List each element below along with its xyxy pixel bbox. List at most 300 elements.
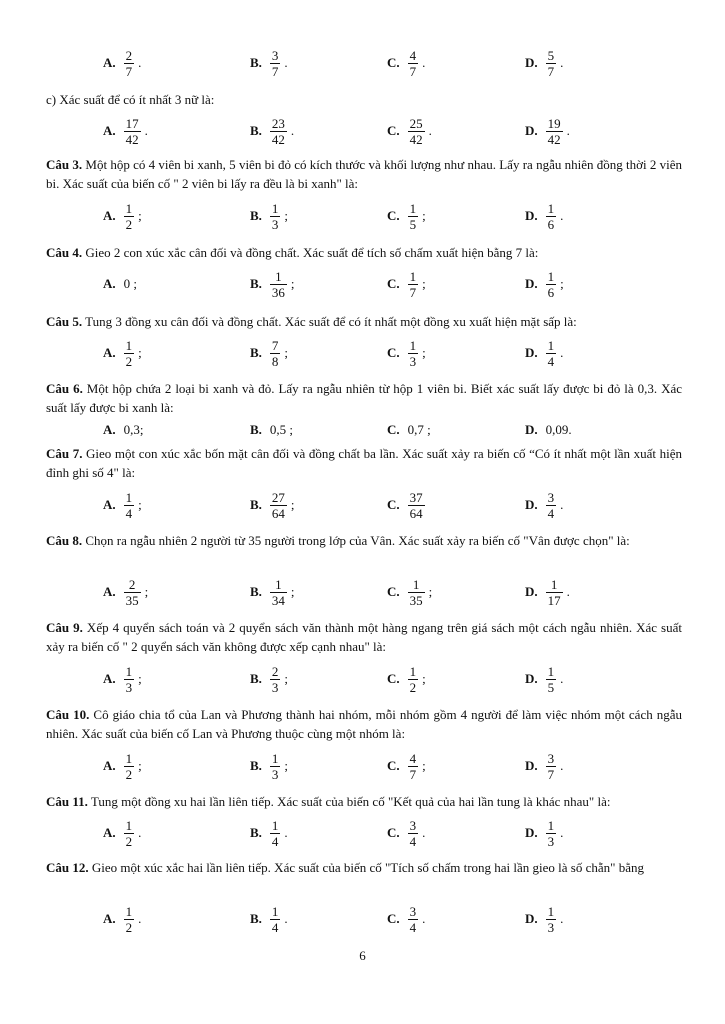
option-label: A.: [103, 584, 116, 599]
option-punctuation: .: [284, 911, 288, 926]
option-punctuation: .: [560, 911, 564, 926]
fraction-numerator: 1: [412, 576, 420, 592]
option-punctuation: .: [284, 55, 288, 70]
fraction: [270, 577, 287, 608]
fraction: [408, 201, 419, 232]
option-punctuation: ;: [284, 671, 289, 686]
answer-option: [250, 748, 288, 784]
question-7-text: Gieo một con xúc xắc bốn mặt cân đối và đồng chất ba lần. Xác suất xảy ra biến cố “Có ít nhất một lần xuất hiện đỉnh ghi số 4" là:: [46, 446, 682, 480]
answer-option: [525, 487, 563, 523]
options-row: [0, 45, 725, 81]
option-label: C.: [387, 497, 400, 512]
answer-option: [250, 487, 295, 523]
option-label: A.: [103, 276, 116, 291]
options-row: [0, 335, 725, 371]
option-value: 0,5 ;: [269, 422, 294, 437]
answer-option: [250, 335, 288, 371]
question-6-text: Một hộp chứa 2 loại bi xanh và đỏ. Lấy ra ngẫu nhiên từ hộp 1 viên bi. Biết xác suất lấy được bi đỏ là 0,3. Xác suất lấy được bi xanh là:: [46, 381, 683, 415]
question-9-number: Câu 9.: [46, 620, 83, 635]
fraction-denominator: 2: [125, 353, 133, 369]
fraction-numerator: 1: [125, 903, 133, 919]
option-punctuation: .: [138, 825, 142, 840]
fraction-denominator: 7: [547, 63, 555, 79]
fraction: [124, 751, 135, 782]
fraction: [124, 818, 135, 849]
fraction-denominator: 3: [409, 353, 417, 369]
fraction: [124, 490, 135, 521]
fraction-denominator: 5: [547, 679, 555, 695]
option-punctuation: .: [560, 55, 564, 70]
answer-option: [250, 113, 294, 149]
question-8-text: Chọn ra ngẫu nhiên 2 người từ 35 người trong lớp của Vân. Xác suất xảy ra biến cố "Vân được chọn" là:: [82, 533, 630, 548]
option-punctuation: ;: [428, 584, 433, 599]
fraction-denominator: 4: [271, 919, 279, 935]
option-label: D.: [525, 584, 538, 599]
fraction: [408, 338, 419, 369]
fraction-denominator: 6: [547, 216, 555, 232]
option-punctuation: .: [560, 208, 564, 223]
answer-option: [250, 661, 288, 697]
fraction-denominator: 4: [271, 833, 279, 849]
fraction-numerator: 3: [547, 750, 555, 766]
option-label: D.: [525, 911, 538, 926]
fraction-numerator: 1: [125, 200, 133, 216]
option-punctuation: ;: [284, 758, 289, 773]
fraction: [270, 201, 281, 232]
fraction-numerator: 1: [409, 337, 417, 353]
fraction: [546, 751, 557, 782]
question-12: [46, 858, 682, 877]
fraction: [408, 664, 419, 695]
option-punctuation: .: [560, 497, 564, 512]
option-label: C.: [387, 276, 400, 291]
option-label: D.: [525, 208, 538, 223]
fraction: [408, 48, 419, 79]
fraction-denominator: 4: [409, 919, 417, 935]
question-5-number: Câu 5.: [46, 314, 83, 329]
fraction: [408, 490, 425, 521]
fraction-denominator: 3: [547, 919, 555, 935]
option-label: D.: [525, 825, 538, 840]
question-12-text: Gieo một xúc xắc hai lần liên tiếp. Xác suất của biến cố "Tích số chấm trong hai lần gieo là số chẵn" bằng: [88, 860, 644, 875]
option-label: B.: [250, 758, 262, 773]
answer-option: [103, 815, 141, 851]
answer-option: [103, 335, 142, 371]
option-punctuation: ;: [422, 671, 426, 686]
option-label: A.: [103, 825, 116, 840]
option-punctuation: ;: [290, 584, 295, 599]
question-4: [46, 243, 682, 262]
fraction-numerator: 1: [125, 817, 133, 833]
option-label: C.: [387, 584, 400, 599]
fraction: [546, 201, 557, 232]
fraction: [408, 818, 419, 849]
answer-option: [103, 198, 142, 234]
option-punctuation: .: [566, 584, 570, 599]
fraction-denominator: 7: [271, 63, 279, 79]
answer-option: [250, 45, 288, 81]
option-label: B.: [250, 55, 262, 70]
option-punctuation: ;: [138, 345, 142, 360]
option-punctuation: ;: [284, 208, 289, 223]
answer-option: [525, 266, 564, 302]
fraction: [546, 577, 563, 608]
fraction: [270, 664, 281, 695]
answer-option: [387, 815, 425, 851]
option-punctuation: .: [138, 55, 142, 70]
fraction: [546, 490, 557, 521]
fraction-numerator: 5: [547, 47, 555, 63]
fraction-numerator: 1: [547, 663, 555, 679]
option-value: 0,7 ;: [407, 422, 431, 437]
fraction-denominator: 8: [271, 353, 279, 369]
fraction-denominator: 36: [271, 284, 285, 300]
option-label: A.: [103, 123, 116, 138]
fraction-denominator: 4: [409, 833, 417, 849]
option-label: A.: [103, 497, 116, 512]
option-punctuation: ;: [138, 208, 142, 223]
option-punctuation: ;: [422, 276, 426, 291]
option-punctuation: ;: [138, 497, 142, 512]
fraction-numerator: 1: [547, 337, 555, 353]
fraction: [270, 490, 287, 521]
fraction-numerator: 1: [547, 200, 555, 216]
answer-option: [103, 661, 142, 697]
fraction-numerator: 1: [547, 903, 555, 919]
option-value: 0,3;: [123, 422, 144, 437]
fraction: [270, 269, 287, 300]
answer-option: [103, 748, 142, 784]
option-label: C.: [387, 422, 400, 437]
option-punctuation: .: [422, 55, 426, 70]
fraction-numerator: 1: [271, 200, 279, 216]
fraction-numerator: 37: [409, 489, 423, 505]
option-label: D.: [525, 55, 538, 70]
option-label: B.: [250, 825, 262, 840]
fraction-denominator: 3: [271, 216, 279, 232]
fraction: [546, 338, 557, 369]
option-punctuation: .: [560, 345, 564, 360]
option-label: B.: [250, 276, 262, 291]
fraction: [408, 904, 419, 935]
fraction-numerator: 1: [275, 268, 282, 284]
answer-option: [250, 901, 288, 937]
option-punctuation: ;: [284, 345, 289, 360]
option-punctuation: ;: [422, 345, 426, 360]
options-row: [0, 748, 725, 784]
question-7: [46, 444, 682, 482]
fraction-numerator: 23: [271, 115, 285, 131]
option-label: A.: [103, 671, 116, 686]
answer-option: [387, 335, 426, 371]
option-label: A.: [103, 758, 116, 773]
options-row: [0, 901, 725, 937]
answer-option: [525, 815, 563, 851]
fraction: [270, 818, 281, 849]
answer-option: [250, 574, 295, 610]
fraction: [124, 577, 141, 608]
question-5: [46, 312, 682, 331]
fraction-denominator: 3: [271, 679, 279, 695]
question-10: [46, 705, 682, 743]
option-label: C.: [387, 911, 400, 926]
option-label: B.: [250, 671, 262, 686]
option-label: B.: [250, 497, 262, 512]
option-label: C.: [387, 55, 400, 70]
fraction-numerator: 1: [550, 576, 558, 592]
fraction: [124, 904, 135, 935]
question-6-number: Câu 6.: [46, 381, 83, 396]
option-label: D.: [525, 671, 538, 686]
fraction-numerator: 4: [409, 750, 417, 766]
option-value: 0,09.: [545, 422, 572, 437]
fraction-denominator: 3: [125, 679, 133, 695]
fraction: [270, 48, 281, 79]
fraction-numerator: 7: [271, 337, 279, 353]
question-11-text: Tung một đồng xu hai lần liên tiếp. Xác suất của biến cố "Kết quả của hai lần tung là khác nhau" là:: [87, 794, 611, 809]
fraction-numerator: 25: [409, 115, 423, 131]
answer-option: [103, 901, 141, 937]
option-label: C.: [387, 758, 400, 773]
answer-option: [103, 487, 142, 523]
fraction: [270, 116, 287, 147]
fraction-numerator: 1: [271, 903, 279, 919]
fraction-numerator: 19: [547, 115, 561, 131]
option-punctuation: .: [566, 123, 570, 138]
fraction-numerator: 3: [409, 903, 417, 919]
fraction: [546, 116, 563, 147]
option-label: C.: [387, 123, 400, 138]
option-punctuation: ;: [560, 276, 564, 291]
answer-option: [525, 198, 563, 234]
fraction-denominator: 17: [547, 592, 561, 608]
fraction: [408, 751, 419, 782]
question-9: [46, 618, 682, 656]
option-label: A.: [103, 422, 116, 437]
fraction-numerator: 2: [125, 47, 133, 63]
answer-option: [103, 45, 141, 81]
options-row: [0, 574, 725, 610]
fraction: [124, 201, 135, 232]
answer-option: [525, 661, 563, 697]
option-punctuation: .: [428, 123, 432, 138]
fraction-denominator: 4: [547, 505, 555, 521]
fraction-numerator: 3: [409, 817, 417, 833]
answer-option: [387, 113, 432, 149]
fraction-denominator: 7: [409, 766, 417, 782]
answer-option: [250, 198, 288, 234]
options-row: [0, 198, 725, 234]
option-punctuation: .: [422, 911, 426, 926]
fraction-denominator: 35: [409, 592, 423, 608]
answer-option: [525, 748, 563, 784]
fraction-numerator: 1: [125, 489, 133, 505]
option-label: D.: [525, 123, 538, 138]
option-label: C.: [387, 345, 400, 360]
fraction-denominator: 2: [409, 679, 417, 695]
option-label: C.: [387, 208, 400, 223]
fraction-denominator: 42: [547, 131, 561, 147]
fraction: [546, 818, 557, 849]
fraction: [408, 577, 425, 608]
option-label: B.: [250, 208, 262, 223]
options-row: [0, 113, 725, 149]
option-punctuation: .: [560, 671, 564, 686]
options-row: [0, 487, 725, 523]
fraction-numerator: 1: [547, 268, 555, 284]
fraction-numerator: 1: [271, 817, 279, 833]
question-4-text: Gieo 2 con xúc xắc cân đối và đồng chất. Xác suất để tích số chấm xuất hiện bằng 7 là:: [82, 245, 539, 260]
fraction-denominator: 3: [271, 766, 279, 782]
fraction-numerator: 17: [125, 115, 139, 131]
fraction: [270, 751, 281, 782]
fraction-denominator: 3: [547, 833, 555, 849]
option-label: D.: [525, 422, 538, 437]
fraction-numerator: 1: [409, 200, 417, 216]
fraction-denominator: 7: [125, 63, 133, 79]
option-punctuation: .: [284, 825, 288, 840]
fraction: [124, 664, 135, 695]
fraction-denominator: 64: [271, 505, 285, 521]
option-label: B.: [250, 422, 262, 437]
fraction-numerator: 2: [271, 663, 279, 679]
fraction-denominator: 7: [547, 766, 555, 782]
answer-option: [525, 412, 572, 448]
option-punctuation: .: [290, 123, 295, 138]
answer-option: [250, 815, 288, 851]
options-row: [0, 266, 725, 302]
fraction-denominator: 4: [125, 505, 133, 521]
fraction-numerator: 1: [275, 576, 282, 592]
option-punctuation: ;: [144, 584, 149, 599]
option-label: D.: [525, 758, 538, 773]
fraction-numerator: 1: [409, 268, 417, 284]
option-label: A.: [103, 208, 116, 223]
fraction-numerator: 1: [125, 663, 133, 679]
option-punctuation: .: [422, 825, 426, 840]
option-punctuation: ;: [422, 758, 426, 773]
fraction-denominator: 2: [125, 216, 133, 232]
answer-option: [387, 266, 426, 302]
option-punctuation: ;: [290, 276, 295, 291]
fraction-numerator: 3: [271, 47, 279, 63]
fraction-numerator: 1: [547, 817, 555, 833]
option-punctuation: ;: [422, 208, 426, 223]
option-label: B.: [250, 123, 262, 138]
option-value: 0 ;: [123, 276, 138, 291]
options-row: [0, 815, 725, 851]
option-label: B.: [250, 584, 262, 599]
question-3-text: Một hộp có 4 viên bi xanh, 5 viên bi đỏ có kích thước và khối lượng như nhau. Lấy ra ngẫu nhiên đồng thời 2 viên bi. Xác suất của biến cố " 2 viên bi lấy ra đều là bi xanh" là:: [46, 157, 683, 191]
fraction: [408, 269, 419, 300]
options-row: [0, 661, 725, 697]
fraction: [408, 116, 425, 147]
part-c-text: c) Xác suất để có ít nhất 3 nữ là:: [46, 92, 215, 107]
answer-option: [387, 412, 431, 448]
question-7-number: Câu 7.: [46, 446, 83, 461]
answer-option: [387, 574, 432, 610]
option-punctuation: .: [560, 825, 564, 840]
answer-option: [525, 45, 563, 81]
option-punctuation: ;: [138, 758, 142, 773]
fraction-numerator: 1: [271, 750, 279, 766]
option-label: D.: [525, 345, 538, 360]
question-8: [46, 531, 682, 550]
fraction-denominator: 7: [409, 63, 417, 79]
fraction: [546, 48, 557, 79]
fraction-denominator: 2: [125, 833, 133, 849]
fraction: [546, 269, 557, 300]
fraction-numerator: 3: [547, 489, 555, 505]
fraction: [124, 116, 141, 147]
answer-option: [387, 487, 429, 523]
question-9-text: Xếp 4 quyển sách toán và 2 quyển sách văn thành một hàng ngang trên giá sách một cách ngẫu nhiên. Xác suất xảy ra biến cố " 2 quyển sách văn không được xếp cạnh nhau" là:: [46, 620, 682, 654]
fraction-denominator: 5: [409, 216, 417, 232]
option-punctuation: ;: [290, 497, 295, 512]
question-8-number: Câu 8.: [46, 533, 83, 548]
answer-option: [103, 574, 148, 610]
answer-option: [387, 901, 425, 937]
fraction: [546, 664, 557, 695]
option-punctuation: ;: [138, 671, 142, 686]
question-10-number: Câu 10.: [46, 707, 90, 722]
question-5-text: Tung 3 đồng xu cân đối và đồng chất. Xác suất để có ít nhất một đồng xu xuất hiện mặt sấp là:: [82, 314, 577, 329]
fraction: [124, 48, 135, 79]
option-label: B.: [250, 345, 262, 360]
answer-option: [387, 198, 426, 234]
answer-option: [103, 412, 144, 448]
option-punctuation: .: [560, 758, 564, 773]
fraction: [546, 904, 557, 935]
option-punctuation: .: [138, 911, 142, 926]
fraction-denominator: 6: [547, 284, 555, 300]
option-label: A.: [103, 55, 116, 70]
answer-option: [103, 113, 148, 149]
option-punctuation: .: [144, 123, 148, 138]
answer-option: [387, 748, 426, 784]
fraction-denominator: 2: [125, 919, 133, 935]
option-label: C.: [387, 825, 400, 840]
fraction-numerator: 27: [271, 489, 285, 505]
answer-option: [525, 113, 570, 149]
fraction-denominator: 4: [547, 353, 555, 369]
fraction-denominator: 42: [271, 131, 285, 147]
fraction-numerator: 2: [128, 576, 136, 592]
question-3-number: Câu 3.: [46, 157, 83, 172]
answer-option: [387, 661, 426, 697]
option-label: D.: [525, 276, 538, 291]
question-11-number: Câu 11.: [46, 794, 88, 809]
fraction-denominator: 7: [409, 284, 417, 300]
answer-option: [103, 266, 137, 302]
fraction-denominator: 2: [125, 766, 133, 782]
fraction-denominator: 35: [125, 592, 139, 608]
option-label: A.: [103, 911, 116, 926]
page-number: 6: [359, 948, 366, 963]
question-10-text: Cô giáo chia tổ của Lan và Phương thành hai nhóm, mỗi nhóm gồm 4 người để làm việc nhóm một cách ngẫu nhiên. Xác suất của biến cố Lan và Phương thuộc cùng một nhóm là:: [46, 707, 682, 741]
answer-option: [250, 412, 293, 448]
fraction-numerator: 1: [409, 663, 417, 679]
fraction-numerator: 1: [125, 337, 133, 353]
question-11: [46, 792, 682, 811]
option-label: A.: [103, 345, 116, 360]
options-row: [0, 412, 725, 448]
answer-option: [250, 266, 295, 302]
fraction-denominator: 42: [125, 131, 139, 147]
option-label: D.: [525, 497, 538, 512]
fraction: [124, 338, 135, 369]
option-label: B.: [250, 911, 262, 926]
